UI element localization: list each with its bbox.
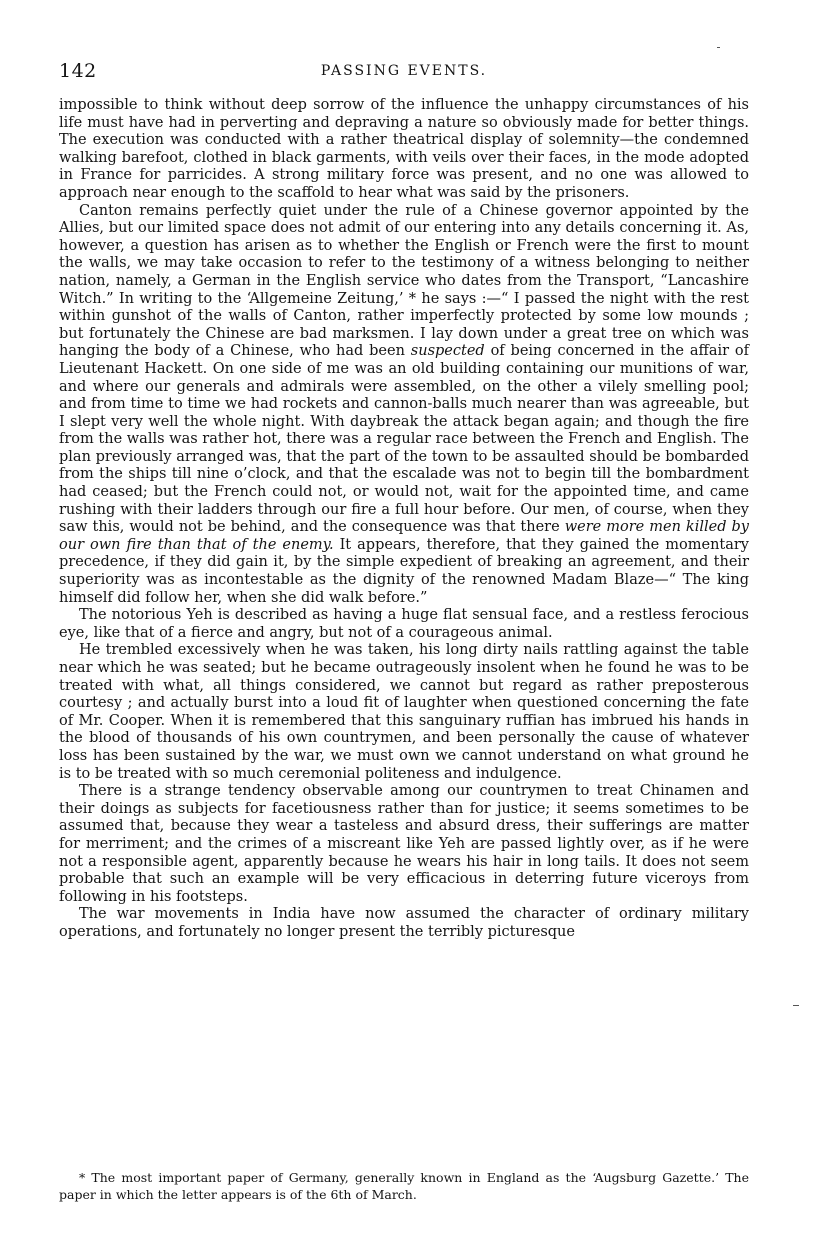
paragraph	[59, 97, 749, 203]
running-head	[59, 60, 749, 90]
paragraph	[59, 642, 749, 783]
text-run: There is a strange tendency observable among our countrymen to treat Chinamen and their doings as subjects for facetiousness rather than for justice; it seems sometimes to be assumed that, because they wear a tasteless and absurd dress, their sufferings are matter for merriment; and the crimes of a miscreant like Yeh are passed lightly over, as if he were not a responsible agent, apparently because he wears his hair in long tails. It does not seem probable that such an example will be very efficacious in deterring future viceroys from following in his footsteps.	[59, 783, 749, 905]
text-run: Canton remains perfectly quiet under the rule of a Chinese governor appointed by the Allies, but our limited space does not admit of our entering into any details concerning it. As, however, a question has arisen as to whether the English or French were the first to mount the walls, we may take occasion to refer to the testimony of a witness belonging to neither nation, namely, a German in the English service who dates from the Transport, “Lancashire Witch.” In writing to the ‘Allgemeine Zeitung,’ * he says :—“ I passed the night with the rest within gunshot of the walls of Canton, rather imperfectly protected by some low mounds ; but fortunately the Chinese are bad marksmen. I lay down under a great tree on which was hanging the body of a Chinese, who had been	[59, 202, 749, 360]
text-run: The war movements in India have now assumed the character of ordinary military operations, and fortunately no longer present the terribly picturesque	[59, 906, 749, 940]
paragraph	[59, 607, 749, 642]
footnote-text: * The most important paper of Germany, generally known in England as the ‘Augsburg Gazette.’ The paper in which the letter appears is of the 6th of March.	[59, 1170, 749, 1202]
footnote	[59, 1169, 749, 1203]
paragraph	[59, 203, 749, 608]
text-run: It appears, therefore, that they gained the momentary precedence, if they did gain it, by the simple expedient of breaking an agreement, and their superiority was as incontestable as the dignity of the renowned Madam Blaze—“ The king himself did follow her, when she did walk before.”	[59, 536, 749, 606]
print-speck	[793, 1005, 799, 1006]
text-run: of being concerned in the affair of Lieutenant Hackett. On one side of me was an old building containing our munitions of war, and where our generals and admirals were assembled, on the other a vilely smelling pool; and from time to time we had rockets and cannon-balls much nearer than was agreeable, but I slept very well the whole night. With daybreak the attack began again; and though the fire from the walls was rather hot, there was a regular race between the French and English. The plan previously arranged was, that the part of the town to be assaulted should be bombarded from the ships till nine o’clock, and that the escalade was not to begin till the bombardment had ceased; but the French could not, or would not, wait for the appointed time, and came rushing with their ladders through our fire a full hour before. Our men, of course, when they saw this, would not be behind, and the consequence was that there	[59, 343, 749, 536]
text-run: He trembled excessively when he was taken, his long dirty nails rattling against the table near which he was seated; but he became outrageously insolent when he found he was to be treated with what, all things considered, we cannot but regard as rather preposterous courtesy ; and actually burst into a loud fit of laughter when questioned concerning the fate of Mr. Cooper. When it is remembered that this sanguinary ruffian has imbrued his hands in the blood of thousands of his own countrymen, and been personally the cause of whatever loss has been sustained by the war, we must own we cannot understand on what ground he is to be treated with so much ceremonial politeness and indulgence.	[59, 642, 749, 782]
running-title: PASSING EVENTS.	[320, 63, 488, 79]
text-run: The notorious Yeh is described as having a huge flat sensual face, and a restless ferocious eye, like that of a fierce and angry, but not of a courageous animal.	[59, 607, 749, 641]
print-speck	[717, 47, 720, 48]
body-text	[59, 97, 749, 942]
text-run: impossible to think without deep sorrow of the influence the unhappy circumstances of his life must have had in perverting and depraving a nature so obviously made for better things. The execution was conducted with a rather theatrical display of solemnity—the condemned walking barefoot, clothed in black garments, with veils over their faces, in the mode adopted in France for parricides. A strong military force was present, and no one was allowed to approach near enough to the scaffold to hear what was said by the prisoners.	[59, 97, 749, 201]
paragraph	[59, 783, 749, 906]
italic-text: were more men killed by our own fire than that of the enemy.	[59, 519, 749, 553]
italic-text: suspected	[410, 343, 485, 360]
paragraph	[59, 906, 749, 941]
page-number: 142	[59, 60, 97, 82]
